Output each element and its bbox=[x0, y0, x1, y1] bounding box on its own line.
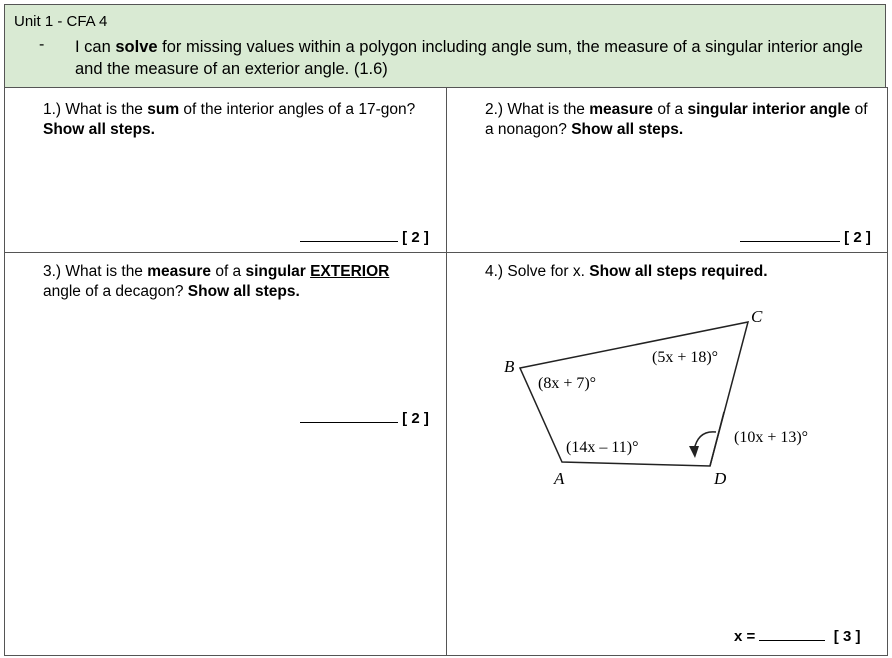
points-4: [ 3 ] bbox=[833, 628, 861, 645]
angle-d-exterior-label: (10x + 13)° bbox=[734, 429, 809, 446]
answer-blank-1[interactable] bbox=[300, 227, 429, 246]
arrowhead-icon bbox=[689, 446, 699, 458]
quadrilateral-diagram bbox=[498, 300, 838, 500]
x-equals-label: x = bbox=[734, 628, 756, 645]
angle-a-label: (14x – 11)° bbox=[566, 439, 639, 456]
vertex-c-label: C bbox=[751, 307, 763, 326]
vertex-a-label: A bbox=[554, 469, 565, 488]
bottom-rule bbox=[4, 655, 888, 656]
vertex-b-label: B bbox=[504, 357, 515, 376]
unit-title: Unit 1 - CFA 4 bbox=[14, 13, 108, 30]
answer-blank-3[interactable] bbox=[300, 408, 429, 427]
question-1-cell[interactable] bbox=[4, 87, 447, 253]
points-1: [ 2 ] bbox=[402, 229, 429, 246]
angle-b-label: (8x + 7)° bbox=[538, 375, 597, 392]
learning-objective: I can solve for missing values within a polygon including angle sum, the measure of a singular interior angle and the measure of an exterior angle. (1.6) bbox=[75, 38, 863, 78]
objective-header bbox=[4, 4, 886, 88]
question-1-text: 1.) What is the sum of the interior angles of a 17-gon? Show all steps. bbox=[43, 101, 416, 138]
answer-blank-4[interactable] bbox=[734, 626, 860, 645]
question-4-text: 4.) Solve for x. Show all steps required. bbox=[485, 263, 768, 280]
points-3: [ 2 ] bbox=[402, 410, 429, 427]
answer-blank-2[interactable] bbox=[740, 227, 871, 246]
question-3-text: 3.) What is the measure of a singular EXTERIOR angle of a decagon? Show all steps. bbox=[43, 263, 390, 300]
exterior-extension-line bbox=[710, 412, 724, 466]
objective-keyword: solve bbox=[115, 38, 158, 56]
bullet-dash: - bbox=[39, 36, 45, 53]
angle-c-label: (5x + 18)° bbox=[652, 349, 719, 366]
vertex-d-label: D bbox=[714, 469, 727, 488]
question-2-cell[interactable] bbox=[446, 87, 888, 253]
exterior-keyword: EXTERIOR bbox=[310, 263, 390, 280]
question-3-cell[interactable] bbox=[4, 252, 447, 656]
question-2-text: 2.) What is the measure of a singular interior angle of a nonagon? Show all steps. bbox=[485, 101, 868, 138]
points-2: [ 2 ] bbox=[844, 229, 871, 246]
